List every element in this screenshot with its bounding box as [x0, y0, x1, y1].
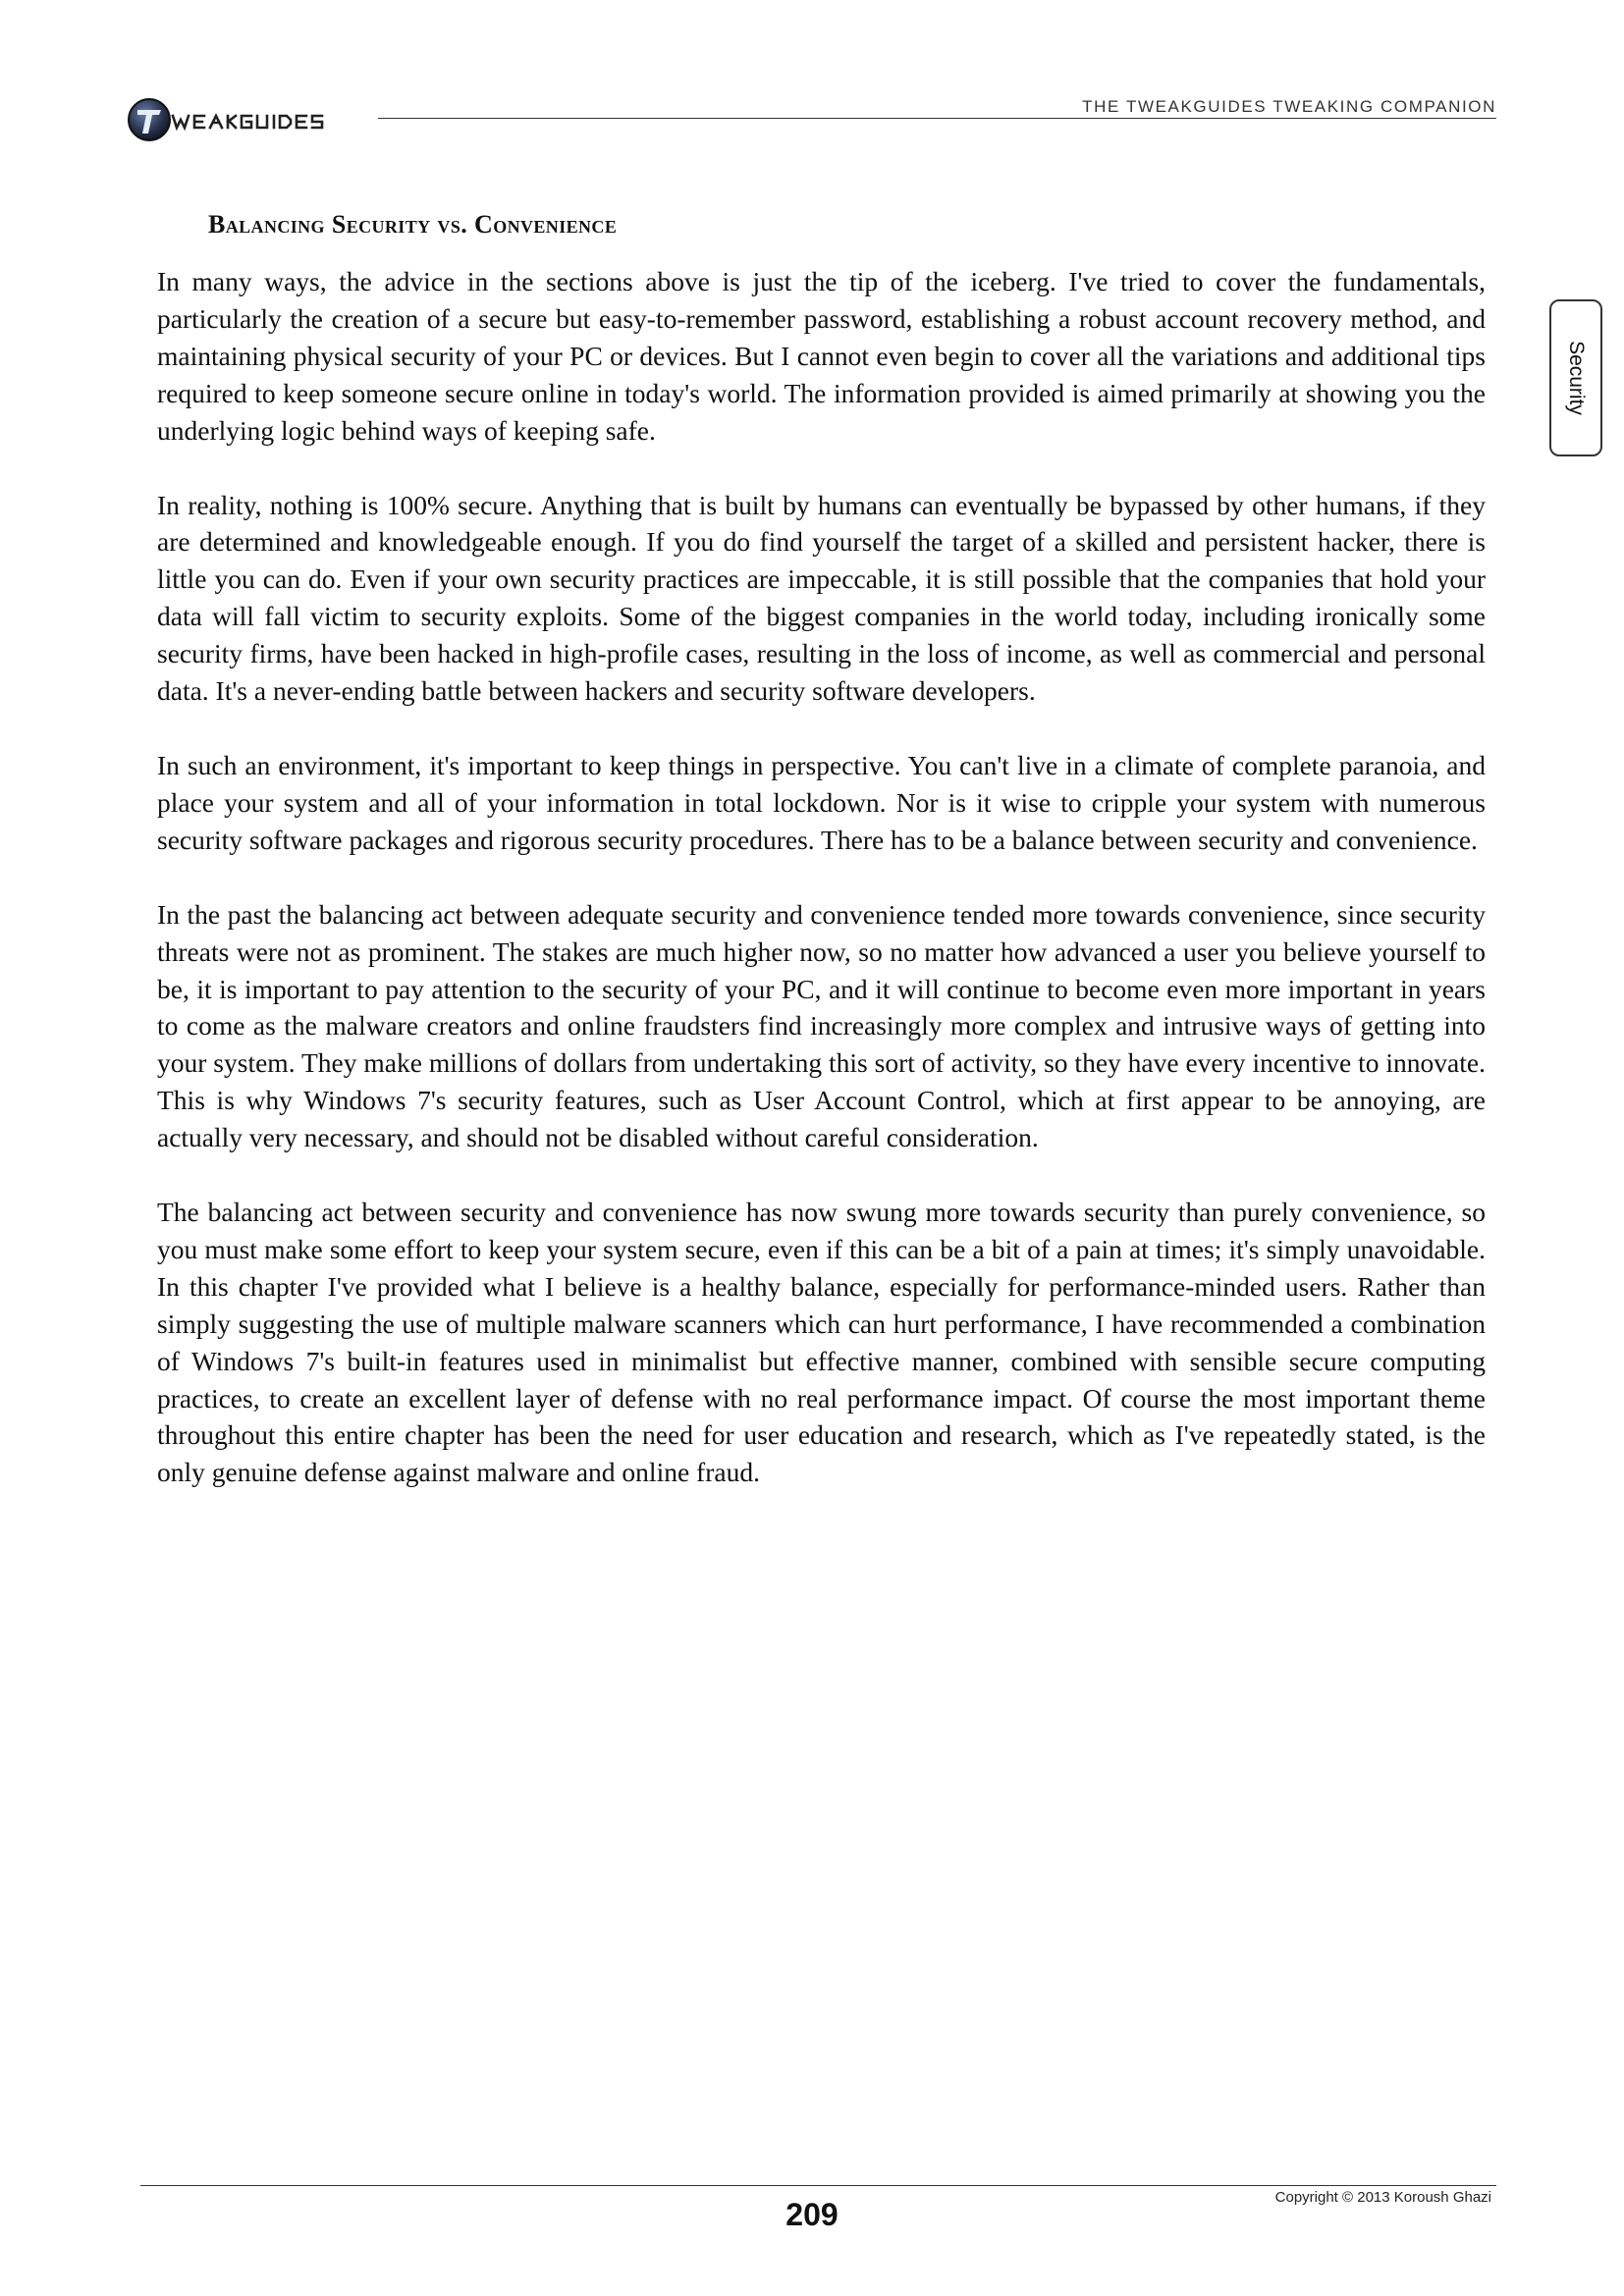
- paragraph: In such an environment, it's important to keep things in perspective. You can't live in a climate of complete paranoia, and place your system and all of your information in total lockdown. Nor is it wise to cripple your system with numerous security software packages and rigorous security procedures. There has to be a balance between security and convenience.: [157, 749, 1486, 855]
- page-number: 209: [785, 2197, 839, 2232]
- header-title: THE TWEAKGUIDES TWEAKING COMPANION: [1082, 97, 1496, 116]
- paragraph: In the past the balancing act between adequate security and convenience tended more towards convenience, since security threats were not as prominent. The stakes are much higher now, so no matter how advanced a user you believe yourself to be, it is important to pay attention to the security of your PC, and it will continue to become even more important in years to come as the malware creators and online fraudsters find increasingly more complex and intrusive ways of getting into your system. They make millions of dollars from undertaking this sort of activity, so they have every incentive to innovate. This is why Windows 7's security features, such as User Account Control, which at first appear to be annoying, are actually very necessary, and should not be disabled without careful consideration.: [157, 898, 1486, 1153]
- paragraph: In many ways, the advice in the sections above is just the tip of the iceberg. I've tried to cover the fundamentals, particularly the creation of a secure but easy-to-remember password, establishing a robust account recovery method, and maintaining physical security of your PC or devices. But I cannot even begin to cover all the variations and additional tips required to keep someone secure online in today's world. The information provided is aimed primarily at showing you the underlying logic behind ways of keeping safe.: [157, 266, 1486, 446]
- footer-rule: [140, 2185, 1496, 2186]
- copyright-notice: Copyright © 2013 Koroush Ghazi: [1274, 2189, 1491, 2206]
- header-rule: [378, 118, 1496, 119]
- body-text: [157, 263, 1486, 1528]
- paragraph: In reality, nothing is 100% secure. Anything that is built by humans can eventually be bypassed by other humans, if they are determined and knowledgeable enough. If you do find yourself the target of a skilled and persistent hacker, there is little you can do. Even if your own security practices are impeccable, it is still possible that the companies that hold your data will fall victim to security exploits. Some of the biggest companies in the world today, including ironically some security firms, have been hacked in high-profile cases, resulting in the loss of income, as well as commercial and personal data. It's a never-ending battle between hackers and security software developers.: [157, 489, 1486, 707]
- paragraph: The balancing act between security and convenience has now swung more towards security than purely convenience, so you must make some effort to keep your system secure, even if this can be a bit of a pain at times; it's simply unavoidable. In this chapter I've provided what I believe is a healthy balance, especially for performance-minded users. Rather than simply suggesting the use of multiple malware scanners which can hurt performance, I have recommended a combination of Windows 7's built-in features used in minimalist but effective manner, combined with sensible secure computing practices, to create an excellent layer of defense with no real performance impact. Of course the most important theme throughout this entire chapter has been the need for user education and research, which as I've repeatedly stated, is the only genuine defense against malware and online fraud.: [157, 1197, 1486, 1488]
- tweakguides-logo: [126, 94, 371, 145]
- chapter-tab-security: [1549, 299, 1602, 456]
- section-heading: Balancing Security vs. Convenience: [208, 210, 618, 239]
- chapter-tab-label: Security: [1565, 341, 1588, 415]
